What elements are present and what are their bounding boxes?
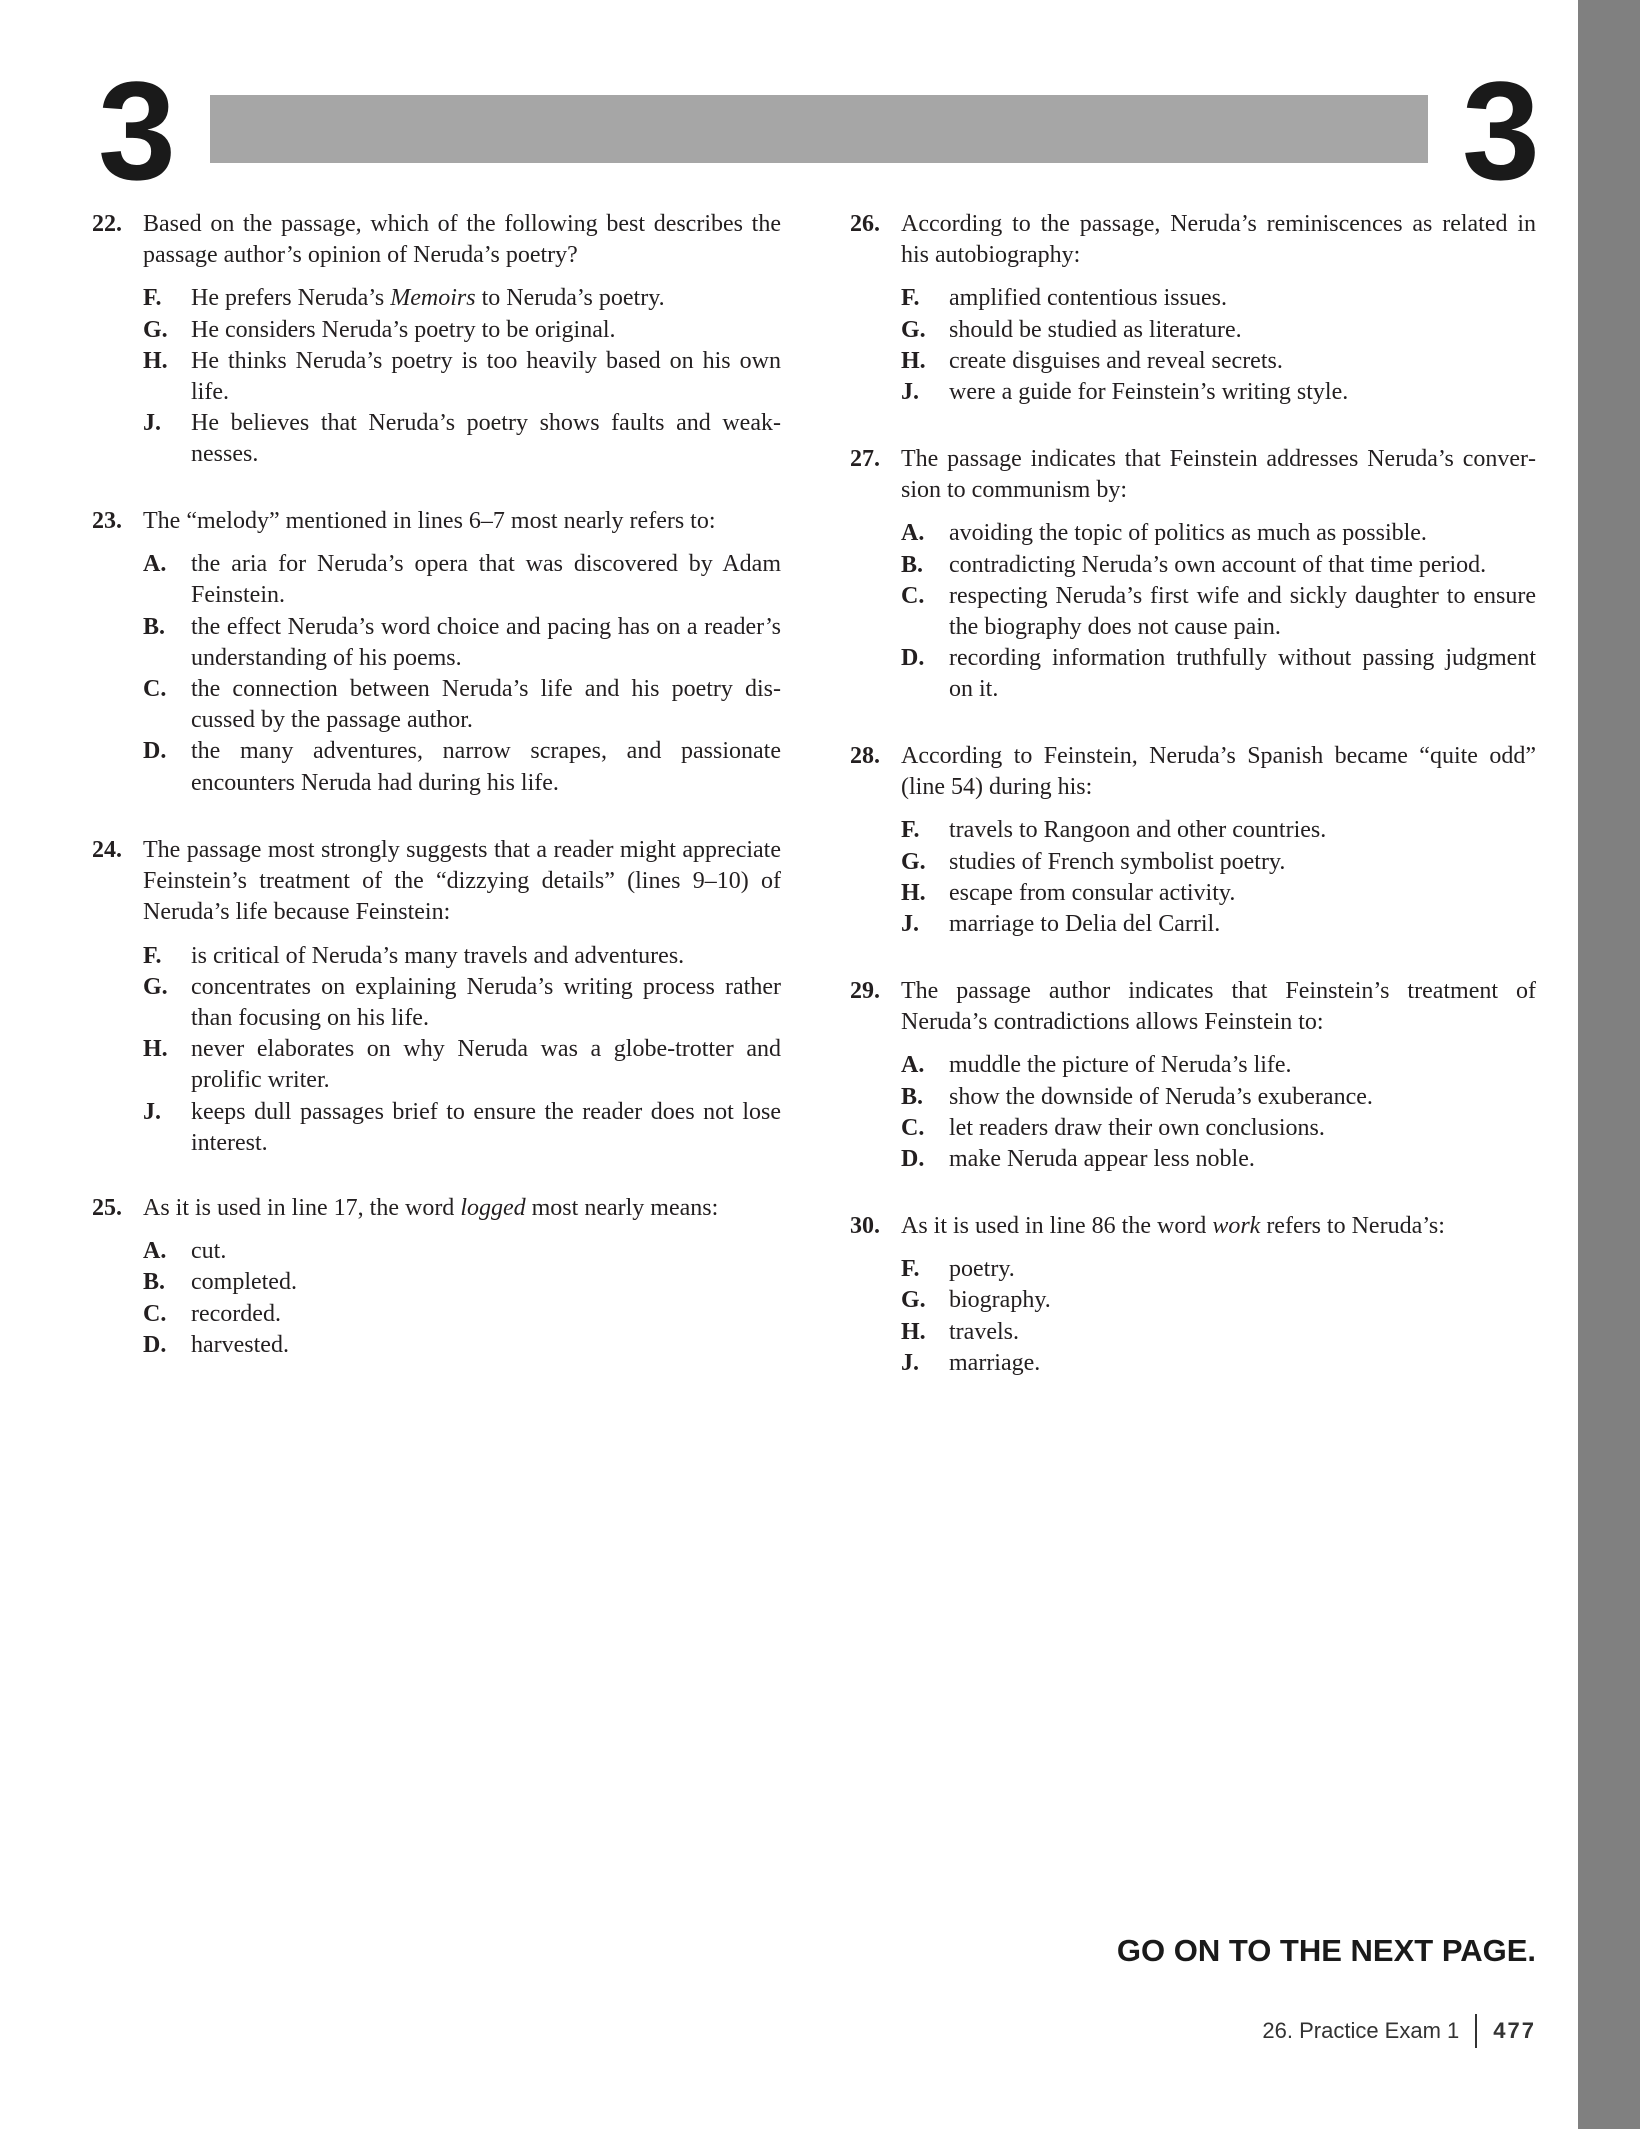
answer-option-j <box>901 909 1536 940</box>
option-text <box>949 1115 1325 1141</box>
text-run: were a guide for Feinstein’s writing style. <box>949 379 1349 406</box>
answer-option-d <box>143 736 781 798</box>
option-text <box>949 1287 1051 1313</box>
question-stem <box>143 209 781 271</box>
option-text <box>949 552 1486 578</box>
text-run: completed. <box>191 1269 297 1296</box>
option-text <box>949 817 1326 843</box>
section-header-bar <box>210 95 1428 163</box>
text-run: marriage to Delia del Carril. <box>949 911 1221 938</box>
text-run: He believes that Neruda’s poetry shows faults and weaknesses. <box>191 410 781 468</box>
option-letter: B. <box>901 551 924 578</box>
option-text <box>191 410 781 467</box>
question-stem <box>901 741 1536 803</box>
answer-option-j <box>143 408 781 470</box>
option-text <box>949 317 1242 343</box>
option-text <box>949 849 1285 875</box>
answer-options <box>901 1050 1536 1175</box>
option-text <box>191 551 781 608</box>
option-letter: H. <box>901 1318 926 1345</box>
text-run: refers to Neruda’s: <box>1260 1213 1445 1239</box>
text-run: The passage most strongly suggests that a reader might appreciate Feinstein’s treatment of the “dizzying details” (lines 9–10) of Neruda’s life because Feinstein: <box>143 837 781 926</box>
option-text <box>191 943 684 969</box>
question-number: 29. <box>850 978 880 1004</box>
option-text <box>191 317 616 343</box>
option-text <box>191 1332 289 1358</box>
answer-option-f <box>901 283 1536 314</box>
answer-option-g <box>143 972 781 1034</box>
answer-option-f <box>143 283 781 314</box>
question-number: 28. <box>850 743 880 769</box>
answer-option-b <box>143 1267 781 1298</box>
option-letter: H. <box>901 347 926 374</box>
text-run: As it is used in line 17, the word <box>143 1195 461 1221</box>
page-footer <box>1262 2014 1536 2048</box>
answer-option-h <box>901 1317 1536 1348</box>
option-letter: B. <box>143 613 166 640</box>
answer-option-a <box>901 518 1536 549</box>
text-run: amplified contentious issues. <box>949 285 1227 312</box>
question-27 <box>850 444 1536 706</box>
answer-option-g <box>143 315 781 346</box>
section-number-left: 3 <box>98 52 172 209</box>
option-text <box>191 614 781 671</box>
answer-option-g <box>901 315 1536 346</box>
option-letter: J. <box>143 410 161 437</box>
text-run: According to the passage, Neruda’s reminiscences as related in his autobiography: <box>901 211 1536 269</box>
answer-option-h <box>901 878 1536 909</box>
text-run: make Neruda appear less noble. <box>949 1146 1255 1173</box>
answer-option-d <box>143 1330 781 1361</box>
option-letter: B. <box>143 1269 166 1296</box>
text-run: biography. <box>949 1287 1051 1314</box>
option-text <box>191 1269 297 1295</box>
text-run: most nearly means: <box>525 1195 719 1221</box>
text-run: the connection between Neruda’s life and his poetry discussed by the passage author. <box>191 676 781 734</box>
option-letter: C. <box>143 1300 167 1327</box>
go-on-notice: GO ON TO THE NEXT PAGE. <box>1116 1933 1536 1968</box>
option-text <box>949 520 1427 546</box>
answer-option-g <box>901 1285 1536 1316</box>
text-run: escape from consular activity. <box>949 879 1236 906</box>
emphasized-text: Memoirs <box>390 285 476 312</box>
answer-option-j <box>143 1097 781 1159</box>
question-number: 25. <box>92 1195 122 1221</box>
text-run: He thinks Neruda’s poetry is too heavily based on his own life. <box>191 347 781 406</box>
question-30 <box>850 1211 1536 1379</box>
answer-options <box>143 549 781 799</box>
option-text <box>191 348 781 405</box>
option-text <box>949 645 1536 702</box>
answer-options <box>143 941 781 1159</box>
answer-option-f <box>901 815 1536 846</box>
answer-options <box>901 283 1536 408</box>
option-letter: C. <box>901 1114 925 1141</box>
option-text <box>191 1036 781 1093</box>
question-24 <box>92 835 781 1159</box>
answer-option-b <box>143 612 781 674</box>
option-text <box>949 379 1348 405</box>
question-22 <box>92 209 781 471</box>
text-run: concentrates on explaining Neruda’s writing process rather than focusing on his life. <box>191 973 781 1032</box>
answer-option-b <box>901 550 1536 581</box>
text-run: the aria for Neruda’s opera that was discovered by Adam Feinstein. <box>191 551 781 609</box>
text-run: As it is used in line 86 the word <box>901 1213 1213 1239</box>
option-letter: G. <box>143 316 168 343</box>
option-letter: J. <box>901 1349 919 1376</box>
option-letter: F. <box>143 285 162 312</box>
text-run: He considers Neruda’s poetry to be original. <box>191 316 616 343</box>
option-letter: J. <box>143 1098 161 1125</box>
question-number: 23. <box>92 508 122 534</box>
text-run: cut. <box>191 1238 227 1265</box>
option-letter: B. <box>901 1083 924 1110</box>
option-letter: A. <box>901 1052 925 1079</box>
option-letter: J. <box>901 379 919 406</box>
text-run: is critical of Neruda’s many travels and adventures. <box>191 942 685 969</box>
question-25 <box>92 1193 781 1361</box>
answer-option-d <box>901 643 1536 705</box>
option-text <box>191 1099 781 1156</box>
option-letter: A. <box>901 520 925 547</box>
text-run: The passage author indicates that Feinstein’s treatment of Neruda’s contradictions allows Feinstein to: <box>901 978 1536 1036</box>
question-number: 27. <box>850 446 880 472</box>
text-run: travels. <box>949 1318 1019 1345</box>
option-text <box>191 676 781 733</box>
option-text <box>949 348 1283 374</box>
option-letter: F. <box>901 817 920 844</box>
text-run: should be studied as literature. <box>949 316 1242 343</box>
option-letter: C. <box>901 582 925 609</box>
option-letter: H. <box>901 879 926 906</box>
option-text <box>949 1256 1015 1282</box>
text-run: poetry. <box>949 1256 1015 1283</box>
option-letter: G. <box>901 316 926 343</box>
question-number: 30. <box>850 1213 880 1239</box>
answer-option-j <box>901 377 1536 408</box>
option-letter: F. <box>901 1256 920 1283</box>
text-run: the effect Neruda’s word choice and pacing has on a reader’s understanding of his poems. <box>191 613 781 671</box>
answer-option-g <box>901 847 1536 878</box>
text-run: the many adventures, narrow scrapes, and passionate encounters Neruda had during his life. <box>191 738 781 796</box>
text-run: muddle the picture of Neruda’s life. <box>949 1052 1292 1079</box>
option-letter: H. <box>143 1036 168 1063</box>
question-stem <box>143 835 781 929</box>
text-run: to Neruda’s poetry. <box>475 285 665 312</box>
question-stem <box>143 506 781 537</box>
question-stem <box>901 444 1536 506</box>
answer-option-b <box>901 1082 1536 1113</box>
option-text <box>949 583 1536 640</box>
option-letter: A. <box>143 551 167 578</box>
answer-option-f <box>143 941 781 972</box>
option-letter: G. <box>901 1287 926 1314</box>
option-text <box>191 738 781 795</box>
option-letter: F. <box>901 285 920 312</box>
section-number-right: 3 <box>1462 52 1536 209</box>
answer-options <box>901 1254 1536 1379</box>
text-run: recording information truthfully without passing judgment on it. <box>949 645 1536 703</box>
emphasized-text: logged <box>460 1195 526 1221</box>
option-text <box>949 285 1227 311</box>
answer-option-a <box>143 1236 781 1267</box>
answer-option-h <box>901 346 1536 377</box>
answer-option-h <box>143 1034 781 1096</box>
answer-option-c <box>901 1113 1536 1144</box>
answer-option-f <box>901 1254 1536 1285</box>
text-run: The “melody” mentioned in lines 6–7 most nearly refers to: <box>143 508 716 534</box>
answer-option-c <box>901 581 1536 643</box>
option-text <box>949 911 1220 937</box>
question-stem <box>901 209 1536 271</box>
option-text <box>191 974 781 1031</box>
question-23 <box>92 506 781 799</box>
text-run: show the downside of Neruda’s exuberance. <box>949 1083 1373 1110</box>
text-run: Based on the passage, which of the following best describes the passage author’s opinion of Neruda’s poetry? <box>143 211 781 269</box>
text-run: never elaborates on why Neruda was a globe-trotter and prolific writer. <box>191 1036 781 1094</box>
option-text <box>949 1319 1019 1345</box>
question-29 <box>850 976 1536 1175</box>
answer-option-j <box>901 1348 1536 1379</box>
question-stem <box>901 976 1536 1038</box>
text-run: He prefers Neruda’s <box>191 285 391 312</box>
text-run: create disguises and reveal secrets. <box>949 347 1283 374</box>
text-run: avoiding the topic of politics as much as possible. <box>949 520 1427 547</box>
answer-options <box>901 518 1536 705</box>
question-26 <box>850 209 1536 408</box>
option-text <box>949 1350 1040 1376</box>
text-run: studies of French symbolist poetry. <box>949 848 1286 875</box>
option-text <box>949 1052 1292 1078</box>
question-stem <box>901 1211 1536 1242</box>
option-text <box>949 1146 1255 1172</box>
option-letter: D. <box>901 645 925 672</box>
text-run: harvested. <box>191 1331 289 1358</box>
answer-option-h <box>143 346 781 408</box>
question-28 <box>850 741 1536 940</box>
emphasized-text: work <box>1212 1213 1261 1239</box>
option-letter: J. <box>901 911 919 938</box>
option-letter: D. <box>901 1146 925 1173</box>
text-run: marriage. <box>949 1349 1041 1376</box>
answer-options <box>901 815 1536 940</box>
answer-options <box>143 1236 781 1361</box>
question-number: 26. <box>850 211 880 237</box>
answer-option-c <box>143 674 781 736</box>
option-letter: A. <box>143 1238 167 1265</box>
option-text <box>949 1084 1373 1110</box>
text-run: let readers draw their own conclusions. <box>949 1114 1325 1141</box>
text-run: respecting Neruda’s first wife and sickly daughter to ensure the biography does not cause pain. <box>949 582 1536 641</box>
answer-option-d <box>901 1144 1536 1175</box>
answer-option-a <box>901 1050 1536 1081</box>
question-number: 24. <box>92 837 122 863</box>
option-letter: F. <box>143 942 162 969</box>
answer-option-c <box>143 1299 781 1330</box>
text-run: recorded. <box>191 1300 281 1327</box>
footer-divider <box>1475 2014 1477 2048</box>
option-letter: D. <box>143 1331 167 1358</box>
option-letter: D. <box>143 738 167 765</box>
option-letter: C. <box>143 676 167 703</box>
option-letter: H. <box>143 347 168 374</box>
text-run: contradicting Neruda’s own account of that time period. <box>949 551 1487 578</box>
text-run: travels to Rangoon and other countries. <box>949 817 1327 844</box>
text-run: According to Feinstein, Neruda’s Spanish became “quite odd” (line 54) during his: <box>901 743 1536 801</box>
option-text <box>191 1238 226 1264</box>
text-run: The passage indicates that Feinstein addresses Neruda’s conversion to communism by: <box>901 446 1536 504</box>
option-text <box>191 1301 281 1327</box>
page-edge-tab <box>1578 0 1640 2129</box>
text-run: keeps dull passages brief to ensure the reader does not lose interest. <box>191 1098 781 1156</box>
answer-option-a <box>143 549 781 611</box>
option-text <box>191 285 665 311</box>
question-number: 22. <box>92 211 122 237</box>
answer-options <box>143 283 781 470</box>
option-letter: G. <box>143 973 168 1000</box>
page-number: 477 <box>1493 2018 1536 2043</box>
question-stem <box>143 1193 781 1224</box>
option-letter: G. <box>901 848 926 875</box>
option-text <box>949 880 1235 906</box>
chapter-label: 26. Practice Exam 1 <box>1262 2018 1460 2043</box>
